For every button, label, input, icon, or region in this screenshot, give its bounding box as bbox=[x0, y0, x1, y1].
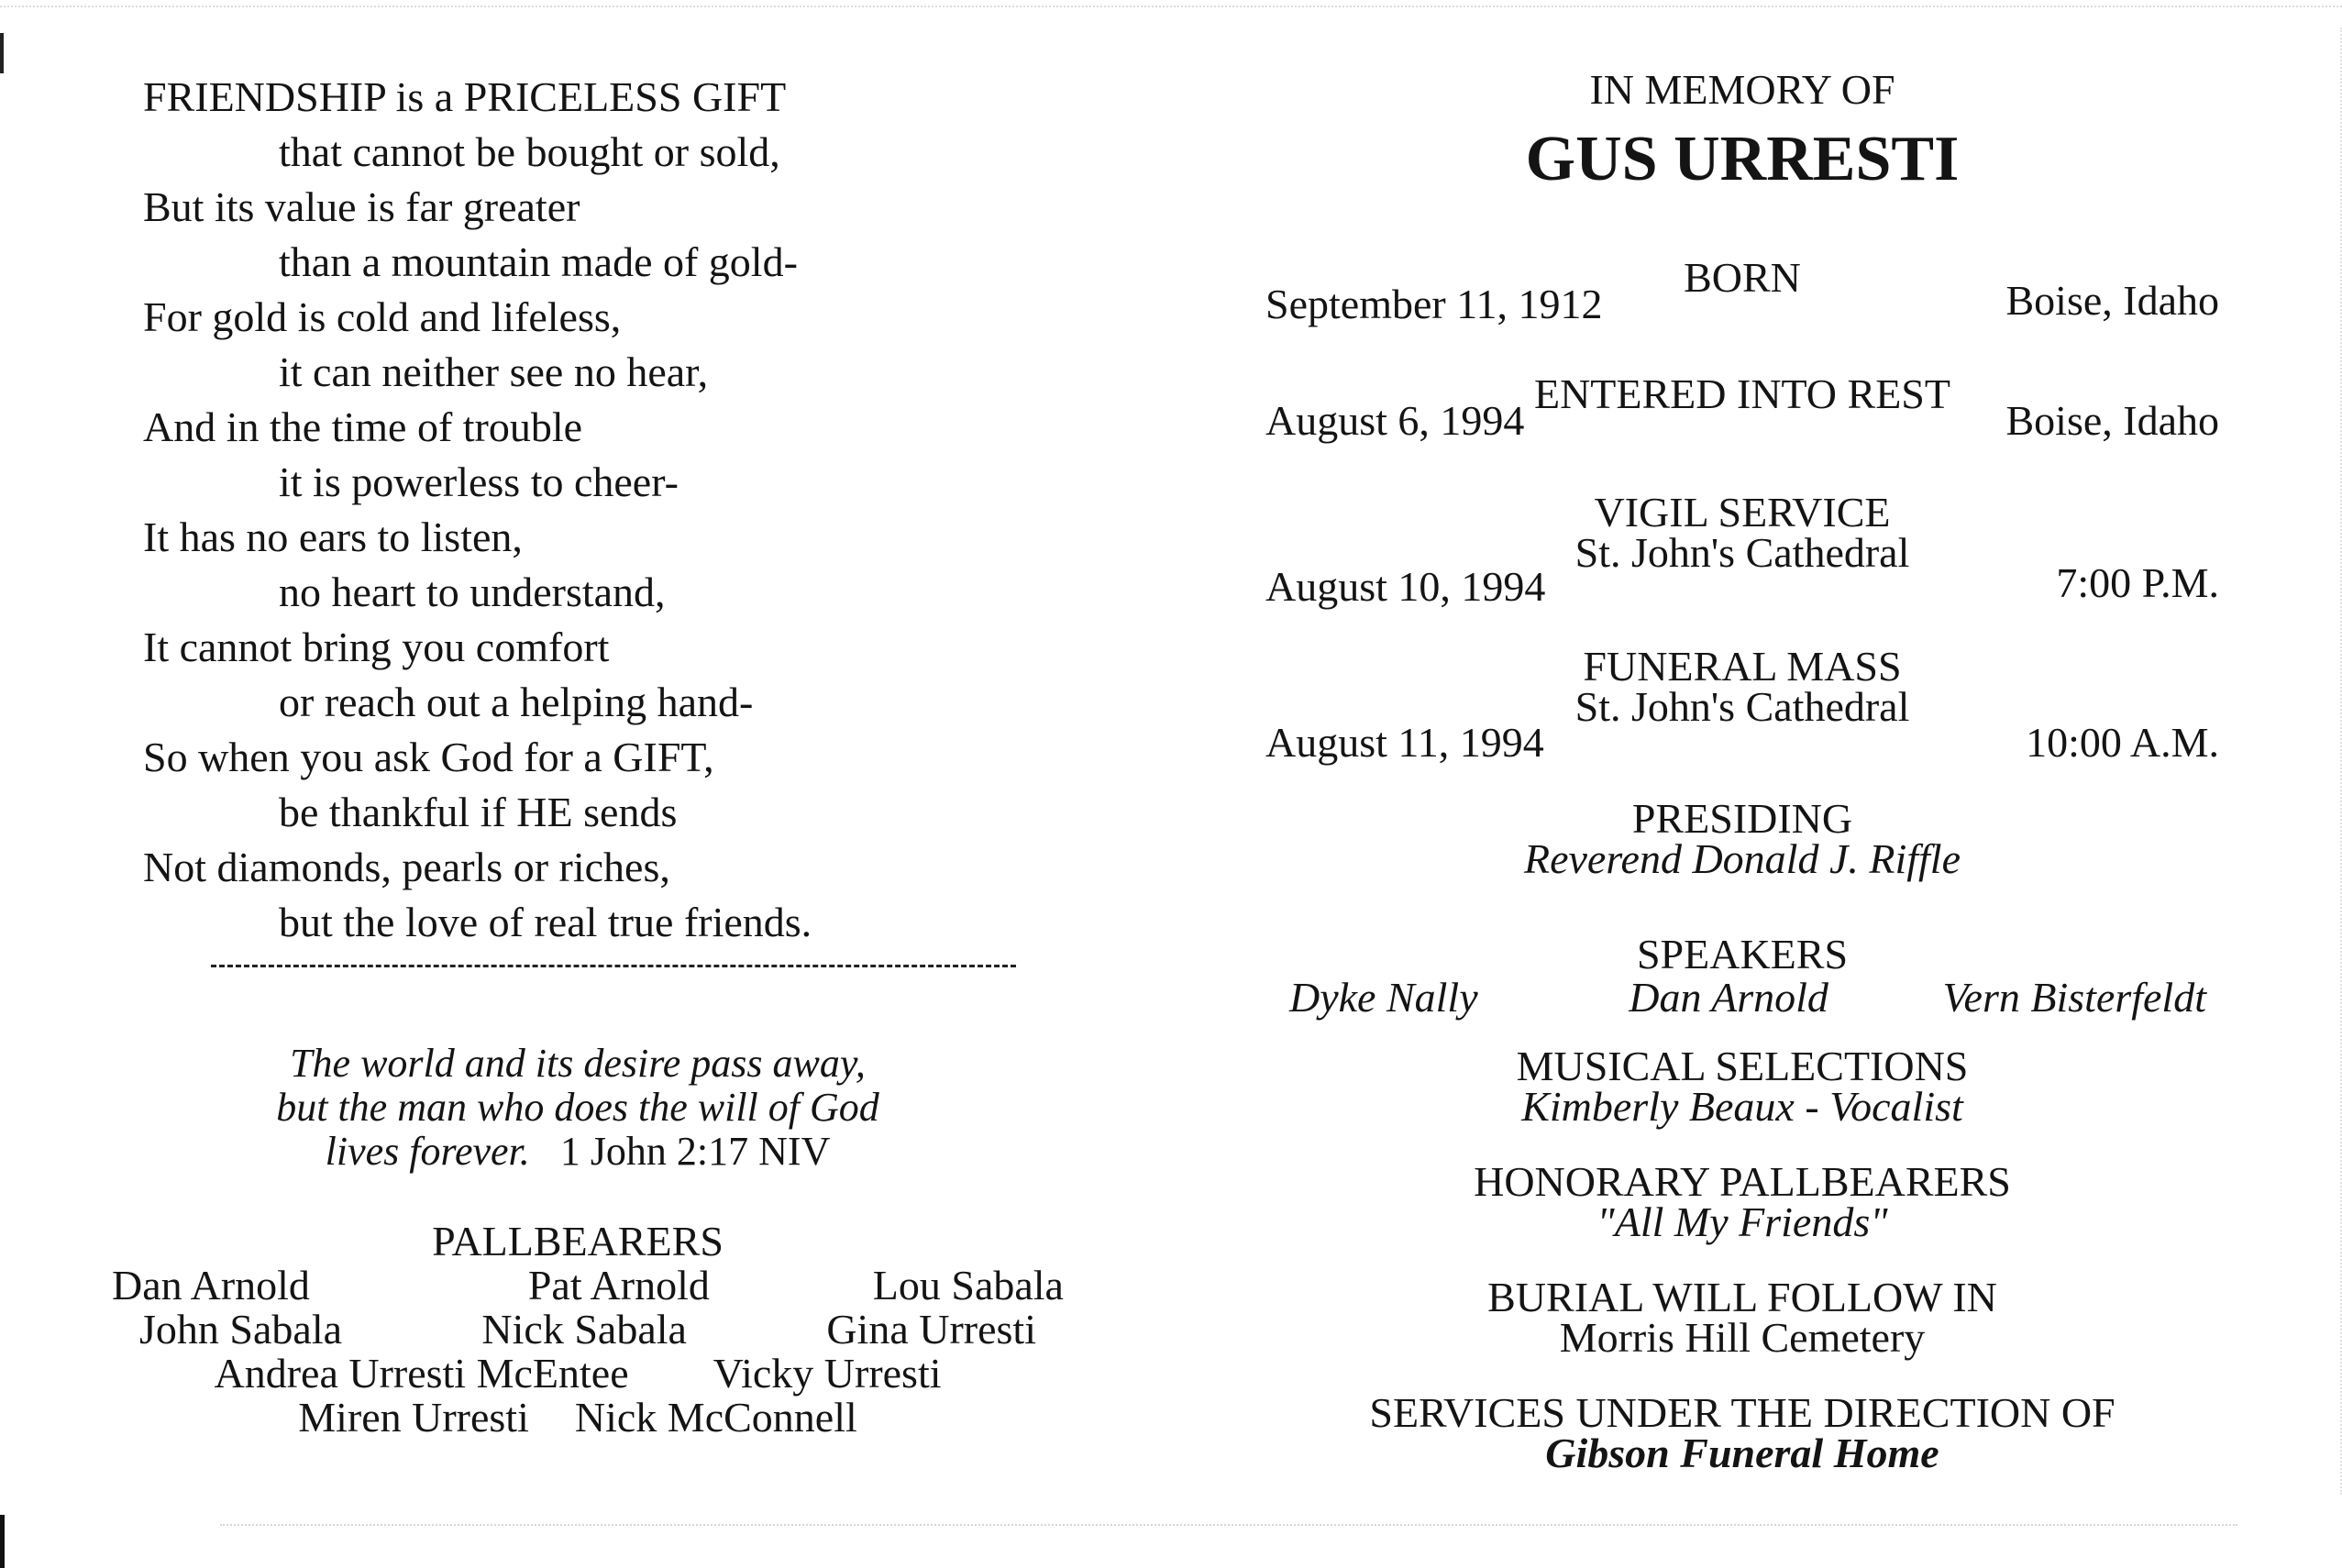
poem-line: than a mountain made of gold- bbox=[279, 238, 798, 285]
pallbearer-name: Dan Arnold bbox=[112, 1262, 310, 1309]
poem-line: but the love of real true friends. bbox=[279, 899, 812, 945]
presiding-heading: PRESIDING bbox=[1631, 795, 1853, 842]
vigil-section bbox=[1265, 491, 2219, 609]
speaker-name: Dan Arnold bbox=[1629, 974, 1828, 1021]
poem-line: no heart to understand, bbox=[279, 569, 666, 615]
rest-date: August 6, 1994 bbox=[1265, 397, 1525, 444]
poem-line: So when you ask God for a GIFT, bbox=[143, 734, 714, 780]
scan-edge-top bbox=[0, 6, 2342, 7]
rest-heading: ENTERED INTO REST bbox=[1533, 370, 1950, 417]
honorary-section bbox=[1265, 1158, 2219, 1245]
burial-heading: BURIAL WILL FOLLOW IN bbox=[1487, 1274, 1997, 1320]
pallbearer-name: Lou Sabala bbox=[872, 1262, 1064, 1309]
verse-line: but the man who does the will of God bbox=[276, 1085, 879, 1130]
funeral-time: 10:00 A.M. bbox=[2026, 719, 2219, 766]
music-heading: MUSICAL SELECTIONS bbox=[1516, 1043, 1969, 1089]
poem-line: be thankful if HE sends bbox=[279, 789, 678, 835]
pallbearer-name: Nick McConnell bbox=[574, 1394, 857, 1441]
poem-line: And in the time of trouble bbox=[143, 403, 583, 450]
presiding-section bbox=[1265, 795, 2219, 882]
scan-mark bbox=[0, 33, 4, 73]
speaker-name: Dyke Nally bbox=[1289, 974, 1478, 1021]
honorary-detail: "All My Friends" bbox=[1596, 1198, 1888, 1245]
pallbearers-row bbox=[92, 1308, 1064, 1352]
poem-line: FRIENDSHIP is a PRICELESS GIFT bbox=[143, 73, 787, 120]
presiding-name: Reverend Donald J. Riffle bbox=[1523, 835, 1961, 882]
in-memory-heading: IN MEMORY OF bbox=[1589, 66, 1895, 113]
pallbearer-name: Vicky Urresti bbox=[713, 1350, 942, 1397]
vigil-location: St. John's Cathedral bbox=[1574, 529, 1910, 576]
friendship-poem bbox=[143, 70, 812, 950]
services-section bbox=[1265, 1389, 2219, 1476]
poem-line: that cannot be bought or sold, bbox=[279, 128, 780, 175]
speakers-section bbox=[1265, 933, 2219, 1020]
burial-detail: Morris Hill Cemetery bbox=[1559, 1314, 1926, 1361]
verse-reference: 1 John 2:17 NIV bbox=[559, 1129, 831, 1174]
music-section bbox=[1265, 1043, 2219, 1130]
born-section bbox=[1265, 254, 2219, 327]
poem-line: Not diamonds, pearls or riches, bbox=[143, 844, 670, 890]
funeral-heading: FUNERAL MASS bbox=[1583, 643, 1902, 690]
pallbearer-name: John Sabala bbox=[139, 1306, 343, 1353]
vigil-heading: VIGIL SERVICE bbox=[1594, 489, 1891, 536]
speakers-row bbox=[1265, 976, 2219, 1020]
service-program bbox=[1265, 64, 2219, 1476]
poem-line: It cannot bring you comfort bbox=[143, 624, 610, 670]
poem-line: it is powerless to cheer- bbox=[279, 458, 679, 505]
speakers-heading: SPEAKERS bbox=[1636, 931, 1849, 977]
scan-edge-bottom bbox=[220, 1524, 2237, 1526]
honorary-heading: HONORARY PALLBEARERS bbox=[1474, 1158, 2011, 1205]
dashed-divider bbox=[211, 965, 1016, 967]
poem-line: For gold is cold and lifeless, bbox=[143, 293, 622, 340]
scan-mark bbox=[0, 1515, 5, 1568]
pallbearers-section bbox=[92, 1220, 1064, 1440]
born-date: September 11, 1912 bbox=[1265, 281, 1603, 327]
pallbearers-row bbox=[92, 1396, 1064, 1440]
poem-line: But its value is far greater bbox=[143, 183, 580, 230]
funeral-home-name: Gibson Funeral Home bbox=[1545, 1430, 1939, 1476]
pallbearer-name: Miren Urresti bbox=[298, 1394, 529, 1441]
poem-line: It has no ears to listen, bbox=[143, 513, 523, 560]
pallbearers-heading: PALLBEARERS bbox=[432, 1218, 724, 1264]
born-place: Boise, Idaho bbox=[2005, 277, 2219, 324]
burial-section bbox=[1265, 1274, 2219, 1361]
funeral-date: August 11, 1994 bbox=[1265, 719, 1544, 766]
rest-place: Boise, Idaho bbox=[2005, 397, 2219, 444]
speaker-name: Vern Bisterfeldt bbox=[1942, 974, 2206, 1021]
verse-line-italic: lives forever. bbox=[325, 1129, 530, 1174]
pallbearer-name: Gina Urresti bbox=[826, 1306, 1036, 1353]
vigil-time: 7:00 P.M. bbox=[2056, 559, 2219, 606]
pallbearer-name: Pat Arnold bbox=[527, 1262, 710, 1309]
verse-line: The world and its desire pass away, bbox=[290, 1041, 866, 1086]
funeral-location: St. John's Cathedral bbox=[1574, 683, 1910, 730]
pallbearers-row bbox=[92, 1352, 1064, 1396]
deceased-name: GUS URRESTI bbox=[1525, 124, 1960, 194]
scripture-verse bbox=[119, 1042, 1036, 1174]
born-heading: BORN bbox=[1684, 254, 1801, 301]
poem-line: it can neither see no hear, bbox=[279, 348, 709, 395]
funeral-section bbox=[1265, 643, 2219, 766]
services-heading: SERVICES UNDER THE DIRECTION OF bbox=[1369, 1389, 2116, 1436]
pallbearer-name: Andrea Urresti McEntee bbox=[214, 1350, 629, 1397]
music-detail: Kimberly Beaux - Vocalist bbox=[1521, 1083, 1963, 1130]
verse-line bbox=[119, 1130, 1036, 1174]
rest-section bbox=[1265, 370, 2219, 444]
vigil-date: August 10, 1994 bbox=[1265, 563, 1546, 610]
pallbearers-row bbox=[92, 1264, 1064, 1308]
poem-line: or reach out a helping hand- bbox=[279, 679, 754, 725]
pallbearer-name: Nick Sabala bbox=[481, 1306, 687, 1353]
scan-edge-right bbox=[2337, 28, 2342, 1495]
